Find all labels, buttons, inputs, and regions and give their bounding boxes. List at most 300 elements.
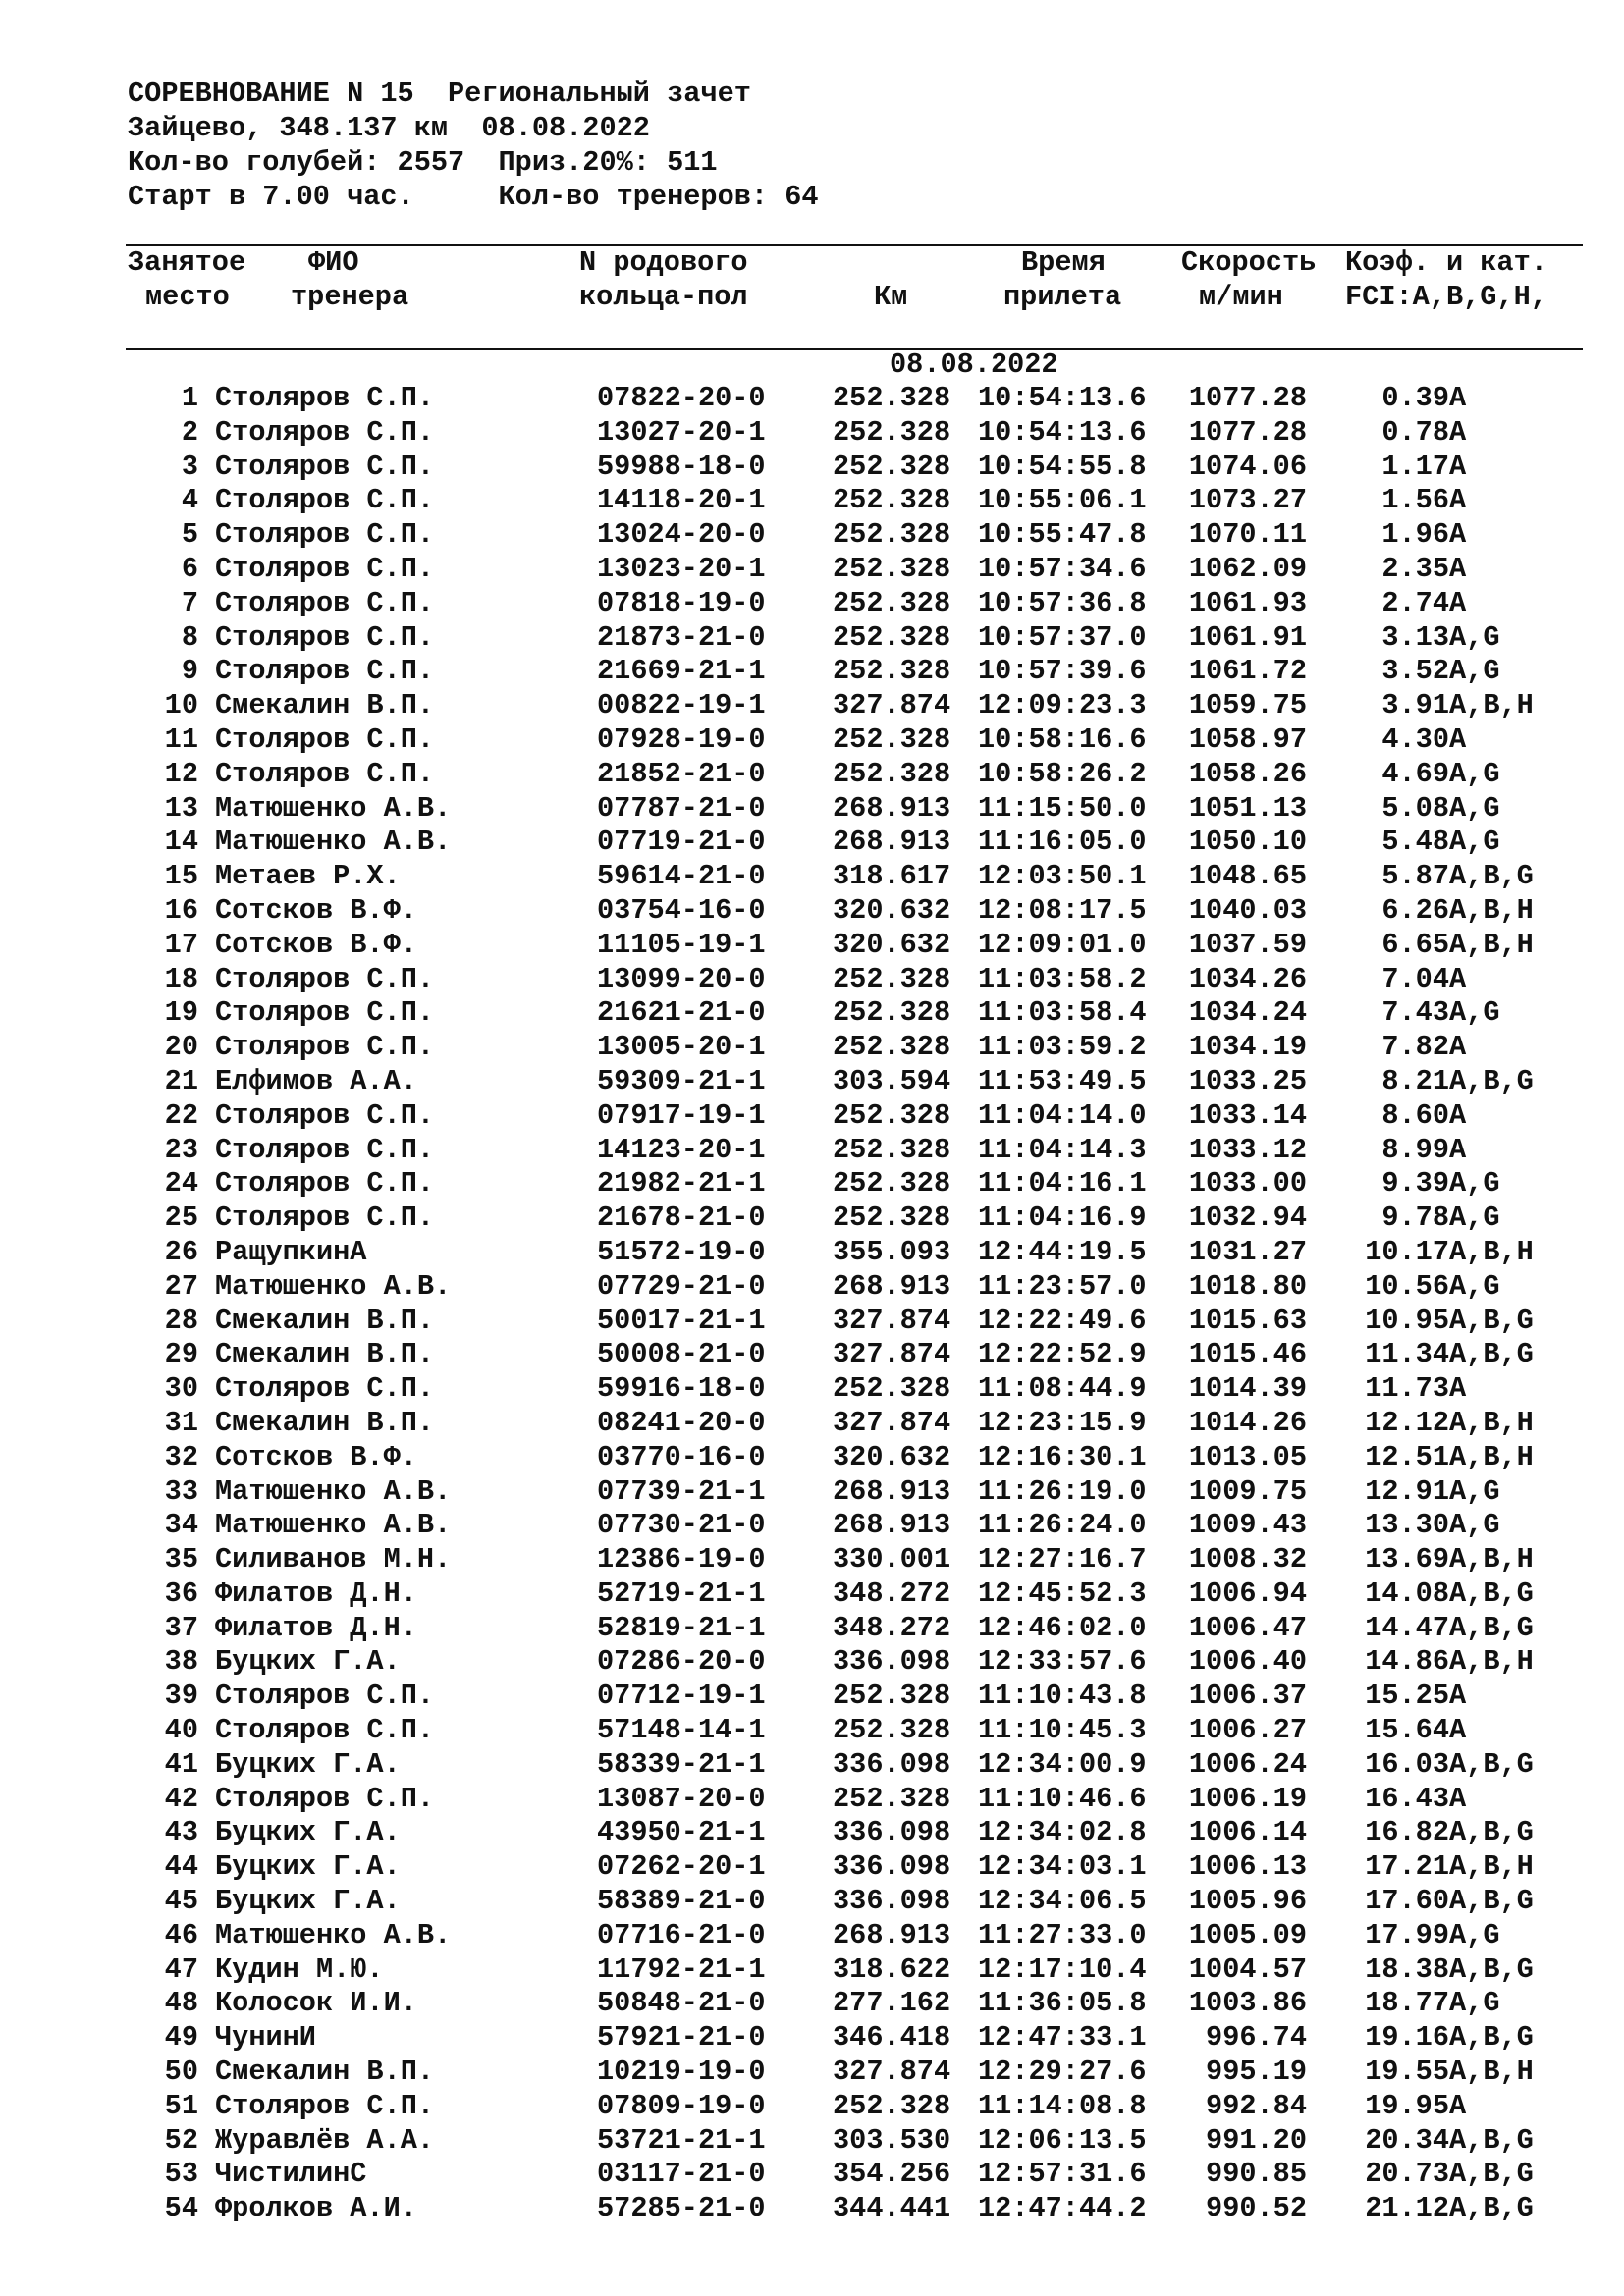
ring-number-cell: 14123-20-1 — [597, 1133, 766, 1166]
distance-cell: 268.913 — [833, 1269, 951, 1303]
arrival-time-cell: 12:27:16.7 — [978, 1543, 1147, 1576]
trainer-name-cell: Матюшенко А.В. — [215, 826, 452, 859]
arrival-time-cell: 10:54:13.6 — [978, 415, 1147, 449]
place-cell: 17 — [164, 928, 198, 961]
category-cell: A — [1449, 722, 1467, 756]
arrival-time-cell: 11:14:08.8 — [978, 2089, 1147, 2122]
coefficient-cell: 4.69 — [1381, 757, 1449, 790]
speed-cell: 1031.27 — [1188, 1235, 1307, 1268]
trainer-name-cell: Смекалин В.П. — [215, 2056, 435, 2089]
distance-cell: 277.162 — [833, 1987, 951, 2020]
table-row — [0, 996, 1624, 1031]
place-cell: 2 — [181, 415, 198, 449]
ring-number-cell: 03117-21-0 — [597, 2158, 766, 2191]
table-row — [0, 1270, 1624, 1305]
arrival-time-cell: 11:26:19.0 — [978, 1474, 1147, 1508]
trainer-name-cell: Столяров С.П. — [215, 1098, 435, 1132]
place-cell: 49 — [164, 2021, 198, 2055]
table-row — [0, 1987, 1624, 2021]
speed-cell: 1008.32 — [1188, 1543, 1307, 1576]
table-row — [0, 1407, 1624, 1441]
speed-cell: 1005.09 — [1188, 1918, 1307, 1951]
distance-cell: 303.530 — [833, 2123, 951, 2157]
header-time-2: прилета — [1003, 281, 1122, 313]
coefficient-cell: 17.21 — [1365, 1850, 1449, 1884]
report-header — [128, 77, 819, 214]
coefficient-cell: 15.64 — [1365, 1714, 1449, 1747]
place-cell: 41 — [164, 1747, 198, 1781]
arrival-time-cell: 11:03:58.4 — [978, 996, 1147, 1030]
speed-cell: 1032.94 — [1188, 1201, 1307, 1235]
distance-cell: 252.328 — [833, 586, 951, 619]
speed-cell: 1037.59 — [1188, 928, 1307, 961]
arrival-time-cell: 11:26:24.0 — [978, 1509, 1147, 1542]
coefficient-cell: 7.43 — [1381, 996, 1449, 1030]
ring-number-cell: 07719-21-0 — [597, 826, 766, 859]
distance-cell: 252.328 — [833, 382, 951, 414]
header-coef-1: Коэф. и кат. — [1345, 246, 1547, 279]
arrival-time-cell: 11:10:45.3 — [978, 1714, 1147, 1747]
coefficient-cell: 8.21 — [1381, 1064, 1449, 1097]
distance-cell: 320.632 — [833, 928, 951, 961]
ring-number-cell: 07262-20-1 — [597, 1850, 766, 1884]
distance-cell: 252.328 — [833, 1133, 951, 1166]
category-cell: A,B,G — [1449, 2158, 1534, 2191]
speed-cell: 1073.27 — [1188, 484, 1307, 517]
distance-cell: 318.622 — [833, 1952, 951, 1986]
ring-number-cell: 59916-18-0 — [597, 1372, 766, 1406]
trainer-name-cell: Смекалин В.П. — [215, 689, 435, 722]
speed-cell: 1033.12 — [1188, 1133, 1307, 1166]
distance-cell: 344.441 — [833, 2192, 951, 2225]
speed-cell: 1004.57 — [1188, 1952, 1307, 1986]
category-cell: A,B,G — [1449, 860, 1534, 893]
trainer-name-cell: ЧистилинС — [215, 2158, 367, 2191]
distance-cell: 252.328 — [833, 620, 951, 654]
category-cell: A — [1449, 552, 1467, 585]
place-cell: 45 — [164, 1885, 198, 1918]
table-row — [0, 1167, 1624, 1201]
speed-cell: 1050.10 — [1188, 826, 1307, 859]
ring-number-cell: 21678-21-0 — [597, 1201, 766, 1235]
category-cell: A,G — [1449, 996, 1500, 1030]
table-row — [0, 2056, 1624, 2090]
distance-cell: 303.594 — [833, 1064, 951, 1097]
arrival-time-cell: 11:10:43.8 — [978, 1680, 1147, 1713]
arrival-time-cell: 12:29:27.6 — [978, 2056, 1147, 2089]
place-cell: 27 — [164, 1269, 198, 1303]
race-location: Зайцево, 348.137 км 08.08.2022 — [128, 112, 650, 144]
table-row — [0, 1441, 1624, 1475]
category-cell: A,B,G — [1449, 2123, 1534, 2157]
distance-cell: 336.098 — [833, 1850, 951, 1884]
place-cell: 23 — [164, 1133, 198, 1166]
place-cell: 52 — [164, 2123, 198, 2157]
trainer-name-cell: Столяров С.П. — [215, 996, 435, 1030]
place-cell: 50 — [164, 2056, 198, 2089]
distance-cell: 336.098 — [833, 1816, 951, 1849]
speed-cell: 1077.28 — [1188, 382, 1307, 414]
trainer-name-cell: ЧунинИ — [215, 2021, 316, 2055]
distance-cell: 327.874 — [833, 1304, 951, 1337]
arrival-time-cell: 11:23:57.0 — [978, 1269, 1147, 1303]
arrival-time-cell: 12:22:49.6 — [978, 1304, 1147, 1337]
ring-number-cell: 07822-20-0 — [597, 382, 766, 414]
arrival-time-cell: 12:47:33.1 — [978, 2021, 1147, 2055]
coefficient-cell: 14.47 — [1365, 1611, 1449, 1644]
speed-cell: 991.20 — [1206, 2123, 1307, 2157]
header-km: Км — [874, 281, 908, 313]
header-speed-2: м/мин — [1199, 281, 1283, 313]
coefficient-cell: 10.95 — [1365, 1304, 1449, 1337]
table-row — [0, 826, 1624, 860]
category-cell: A — [1449, 1714, 1467, 1747]
distance-cell: 355.093 — [833, 1235, 951, 1268]
table-row — [0, 1031, 1624, 1065]
category-cell: A,G — [1449, 791, 1500, 825]
distance-cell: 268.913 — [833, 1509, 951, 1542]
category-cell: A,G — [1449, 1201, 1500, 1235]
table-row — [0, 1577, 1624, 1612]
coefficient-cell: 6.26 — [1381, 893, 1449, 927]
place-cell: 54 — [164, 2192, 198, 2225]
place-cell: 5 — [181, 518, 198, 552]
coefficient-cell: 2.35 — [1381, 552, 1449, 585]
arrival-time-cell: 12:34:03.1 — [978, 1850, 1147, 1884]
distance-cell: 320.632 — [833, 1440, 951, 1473]
place-cell: 30 — [164, 1372, 198, 1406]
arrival-time-cell: 10:58:16.6 — [978, 722, 1147, 756]
trainer-name-cell: Столяров С.П. — [215, 722, 435, 756]
ring-number-cell: 13005-20-1 — [597, 1031, 766, 1064]
table-row — [0, 2090, 1624, 2124]
distance-cell: 268.913 — [833, 791, 951, 825]
place-cell: 38 — [164, 1645, 198, 1679]
coefficient-cell: 19.55 — [1365, 2056, 1449, 2089]
speed-cell: 1006.47 — [1188, 1611, 1307, 1644]
place-cell: 6 — [181, 552, 198, 585]
arrival-time-cell: 12:16:30.1 — [978, 1440, 1147, 1473]
table-row — [0, 1134, 1624, 1168]
arrival-time-cell: 12:34:00.9 — [978, 1747, 1147, 1781]
category-cell: A,B,G — [1449, 2021, 1534, 2055]
speed-cell: 1033.00 — [1188, 1167, 1307, 1201]
trainer-name-cell: Столяров С.П. — [215, 1201, 435, 1235]
category-cell: A — [1449, 382, 1467, 414]
trainer-name-cell: Столяров С.П. — [215, 518, 435, 552]
ring-number-cell: 07716-21-0 — [597, 1918, 766, 1951]
speed-cell: 1006.19 — [1188, 1782, 1307, 1815]
trainer-name-cell: Филатов Д.Н. — [215, 1611, 417, 1644]
place-cell: 10 — [164, 689, 198, 722]
speed-cell: 1074.06 — [1188, 450, 1307, 483]
competition-title: СОРЕВНОВАНИЕ N 15 Региональный зачет — [128, 78, 751, 110]
table-row — [0, 1783, 1624, 1817]
speed-cell: 995.19 — [1206, 2056, 1307, 2089]
trainer-name-cell: Столяров С.П. — [215, 655, 435, 688]
trainer-name-cell: Буцких Г.А. — [215, 1816, 401, 1849]
arrival-time-cell: 10:57:36.8 — [978, 586, 1147, 619]
coefficient-cell: 6.65 — [1381, 928, 1449, 961]
table-row — [0, 1953, 1624, 1988]
place-cell: 16 — [164, 893, 198, 927]
ring-number-cell: 57285-21-0 — [597, 2192, 766, 2225]
category-cell: A,G — [1449, 826, 1500, 859]
place-cell: 53 — [164, 2158, 198, 2191]
header-ring-1: N родового — [579, 246, 748, 279]
place-cell: 47 — [164, 1952, 198, 1986]
category-cell: A,B,G — [1449, 1816, 1534, 1849]
distance-cell: 327.874 — [833, 2056, 951, 2089]
trainer-name-cell: Филатов Д.Н. — [215, 1576, 417, 1610]
category-cell: A,B,G — [1449, 1338, 1534, 1371]
distance-cell: 336.098 — [833, 1885, 951, 1918]
category-cell: A,B,H — [1449, 893, 1534, 927]
place-cell: 37 — [164, 1611, 198, 1644]
table-row — [0, 518, 1624, 553]
arrival-time-cell: 11:53:49.5 — [978, 1064, 1147, 1097]
trainer-name-cell: Столяров С.П. — [215, 1680, 435, 1713]
coefficient-cell: 16.82 — [1365, 1816, 1449, 1849]
trainer-name-cell: Столяров С.П. — [215, 1714, 435, 1747]
coefficient-cell: 0.78 — [1381, 415, 1449, 449]
distance-cell: 252.328 — [833, 722, 951, 756]
ring-number-cell: 07729-21-0 — [597, 1269, 766, 1303]
speed-cell: 1006.27 — [1188, 1714, 1307, 1747]
header-time-1: Время — [1021, 246, 1106, 279]
table-row — [0, 1475, 1624, 1510]
header-place-2: место — [145, 281, 230, 313]
table-row — [0, 382, 1624, 416]
ring-number-cell: 03770-16-0 — [597, 1440, 766, 1473]
header-speed-1: Скорость — [1181, 246, 1317, 279]
speed-cell: 1077.28 — [1188, 415, 1307, 449]
speed-cell: 1006.37 — [1188, 1680, 1307, 1713]
ring-number-cell: 07818-19-0 — [597, 586, 766, 619]
table-row — [0, 2124, 1624, 2159]
arrival-time-cell: 11:16:05.0 — [978, 826, 1147, 859]
speed-cell: 1058.97 — [1188, 722, 1307, 756]
speed-cell: 1018.80 — [1188, 1269, 1307, 1303]
arrival-time-cell: 10:54:55.8 — [978, 450, 1147, 483]
category-cell: A — [1449, 518, 1467, 552]
place-cell: 18 — [164, 962, 198, 995]
distance-cell: 252.328 — [833, 415, 951, 449]
category-cell: A — [1449, 1133, 1467, 1166]
arrival-time-cell: 11:36:05.8 — [978, 1987, 1147, 2020]
speed-cell: 1009.43 — [1188, 1509, 1307, 1542]
arrival-time-cell: 12:33:57.6 — [978, 1645, 1147, 1679]
arrival-time-cell: 12:45:52.3 — [978, 1576, 1147, 1610]
table-row — [0, 2192, 1624, 2226]
ring-number-cell: 10219-19-0 — [597, 2056, 766, 2089]
trainer-name-cell: Столяров С.П. — [215, 1782, 435, 1815]
ring-number-cell: 07809-19-0 — [597, 2089, 766, 2122]
table-row — [0, 1748, 1624, 1783]
coefficient-cell: 12.12 — [1365, 1406, 1449, 1439]
arrival-time-cell: 12:08:17.5 — [978, 893, 1147, 927]
speed-cell: 992.84 — [1206, 2089, 1307, 2122]
ring-number-cell: 07712-19-1 — [597, 1680, 766, 1713]
category-cell: A,B,H — [1449, 1645, 1534, 1679]
coefficient-cell: 18.38 — [1365, 1952, 1449, 1986]
speed-cell: 1034.24 — [1188, 996, 1307, 1030]
header-ring-2: кольца-пол — [579, 281, 748, 313]
arrival-time-cell: 12:09:01.0 — [978, 928, 1147, 961]
category-cell: A,G — [1449, 757, 1500, 790]
trainer-name-cell: Силиванов М.Н. — [215, 1543, 452, 1576]
place-cell: 14 — [164, 826, 198, 859]
coefficient-cell: 20.73 — [1365, 2158, 1449, 2191]
trainer-name-cell: Сотсков В.Ф. — [215, 928, 417, 961]
table-row — [0, 1714, 1624, 1748]
distance-cell: 252.328 — [833, 757, 951, 790]
arrival-time-cell: 11:27:33.0 — [978, 1918, 1147, 1951]
distance-cell: 252.328 — [833, 1782, 951, 1815]
ring-number-cell: 51572-19-0 — [597, 1235, 766, 1268]
coefficient-cell: 3.91 — [1381, 689, 1449, 722]
category-cell: A,G — [1449, 1167, 1500, 1201]
speed-cell: 1059.75 — [1188, 689, 1307, 722]
speed-cell: 1058.26 — [1188, 757, 1307, 790]
coefficient-cell: 10.56 — [1365, 1269, 1449, 1303]
arrival-time-cell: 11:04:14.0 — [978, 1098, 1147, 1132]
speed-cell: 1034.26 — [1188, 962, 1307, 995]
trainer-name-cell: Матюшенко А.В. — [215, 1269, 452, 1303]
arrival-time-cell: 12:47:44.2 — [978, 2192, 1147, 2225]
speed-cell: 1006.13 — [1188, 1850, 1307, 1884]
table-row — [0, 1509, 1624, 1543]
trainer-name-cell: Сотсков В.Ф. — [215, 1440, 417, 1473]
ring-number-cell: 12386-19-0 — [597, 1543, 766, 1576]
category-cell: A,B,G — [1449, 1064, 1534, 1097]
table-row — [0, 792, 1624, 827]
distance-cell: 348.272 — [833, 1611, 951, 1644]
trainer-name-cell: Журавлёв А.А. — [215, 2123, 435, 2157]
arrival-time-cell: 12:57:31.6 — [978, 2158, 1147, 2191]
distance-cell: 252.328 — [833, 996, 951, 1030]
ring-number-cell: 07730-21-0 — [597, 1509, 766, 1542]
trainer-name-cell: Столяров С.П. — [215, 382, 435, 414]
place-cell: 12 — [164, 757, 198, 790]
ring-number-cell: 59988-18-0 — [597, 450, 766, 483]
table-row — [0, 2021, 1624, 2056]
arrival-time-cell: 11:15:50.0 — [978, 791, 1147, 825]
trainer-name-cell: Матюшенко А.В. — [215, 1509, 452, 1542]
coefficient-cell: 9.39 — [1381, 1167, 1449, 1201]
coefficient-cell: 10.17 — [1365, 1235, 1449, 1268]
arrival-time-cell: 12:03:50.1 — [978, 860, 1147, 893]
header-place-1: Занятое — [128, 246, 246, 279]
trainer-name-cell: Столяров С.П. — [215, 1372, 435, 1406]
ring-number-cell: 53721-21-1 — [597, 2123, 766, 2157]
trainer-name-cell: Столяров С.П. — [215, 1167, 435, 1201]
distance-cell: 327.874 — [833, 1406, 951, 1439]
distance-cell: 252.328 — [833, 2089, 951, 2122]
coefficient-cell: 15.25 — [1365, 1680, 1449, 1713]
table-row — [0, 1236, 1624, 1270]
ring-number-cell: 07739-21-1 — [597, 1474, 766, 1508]
category-cell: A,G — [1449, 620, 1500, 654]
distance-cell: 252.328 — [833, 655, 951, 688]
place-cell: 21 — [164, 1064, 198, 1097]
trainer-name-cell: Кудин М.Ю. — [215, 1952, 384, 1986]
speed-cell: 1014.39 — [1188, 1372, 1307, 1406]
ring-number-cell: 21669-21-1 — [597, 655, 766, 688]
speed-cell: 1040.03 — [1188, 893, 1307, 927]
coefficient-cell: 14.08 — [1365, 1576, 1449, 1610]
speed-cell: 996.74 — [1206, 2021, 1307, 2055]
category-cell: A,B,H — [1449, 1235, 1534, 1268]
table-row — [0, 655, 1624, 689]
ring-number-cell: 21873-21-0 — [597, 620, 766, 654]
trainer-name-cell: Буцких Г.А. — [215, 1645, 401, 1679]
ring-number-cell: 07917-19-1 — [597, 1098, 766, 1132]
arrival-time-cell: 10:54:13.6 — [978, 382, 1147, 414]
place-cell: 28 — [164, 1304, 198, 1337]
table-row — [0, 1885, 1624, 1919]
distance-cell: 320.632 — [833, 893, 951, 927]
place-cell: 25 — [164, 1201, 198, 1235]
place-cell: 32 — [164, 1440, 198, 1473]
table-row — [0, 894, 1624, 929]
place-cell: 19 — [164, 996, 198, 1030]
distance-cell: 268.913 — [833, 1918, 951, 1951]
speed-cell: 1048.65 — [1188, 860, 1307, 893]
trainer-name-cell: Буцких Г.А. — [215, 1747, 401, 1781]
ring-number-cell: 08241-20-0 — [597, 1406, 766, 1439]
coefficient-cell: 16.43 — [1365, 1782, 1449, 1815]
place-cell: 33 — [164, 1474, 198, 1508]
speed-cell: 990.85 — [1206, 2158, 1307, 2191]
place-cell: 43 — [164, 1816, 198, 1849]
place-cell: 48 — [164, 1987, 198, 2020]
table-row — [0, 1680, 1624, 1714]
distance-cell: 336.098 — [833, 1645, 951, 1679]
category-cell: A,B,H — [1449, 928, 1534, 961]
distance-cell: 327.874 — [833, 1338, 951, 1371]
category-cell: A,B,H — [1449, 1850, 1534, 1884]
table-row — [0, 416, 1624, 451]
ring-number-cell: 13027-20-1 — [597, 415, 766, 449]
coefficient-cell: 5.87 — [1381, 860, 1449, 893]
distance-cell: 348.272 — [833, 1576, 951, 1610]
distance-cell: 252.328 — [833, 1167, 951, 1201]
category-cell: A — [1449, 415, 1467, 449]
table-row — [0, 1543, 1624, 1577]
ring-number-cell: 13099-20-0 — [597, 962, 766, 995]
ring-number-cell: 13087-20-0 — [597, 1782, 766, 1815]
place-cell: 39 — [164, 1680, 198, 1713]
ring-number-cell: 13023-20-1 — [597, 552, 766, 585]
distance-cell: 354.256 — [833, 2158, 951, 2191]
ring-number-cell: 50848-21-0 — [597, 1987, 766, 2020]
category-cell: A — [1449, 586, 1467, 619]
table-row — [0, 1612, 1624, 1646]
distance-cell: 252.328 — [833, 518, 951, 552]
place-cell: 11 — [164, 722, 198, 756]
speed-cell: 990.52 — [1206, 2192, 1307, 2225]
coefficient-cell: 7.04 — [1381, 962, 1449, 995]
ring-number-cell: 57921-21-0 — [597, 2021, 766, 2055]
category-cell: A,G — [1449, 1509, 1500, 1542]
distance-cell: 252.328 — [833, 1098, 951, 1132]
speed-cell: 1061.72 — [1188, 655, 1307, 688]
place-cell: 31 — [164, 1406, 198, 1439]
place-cell: 9 — [181, 655, 198, 688]
place-cell: 51 — [164, 2089, 198, 2122]
coefficient-cell: 8.99 — [1381, 1133, 1449, 1166]
